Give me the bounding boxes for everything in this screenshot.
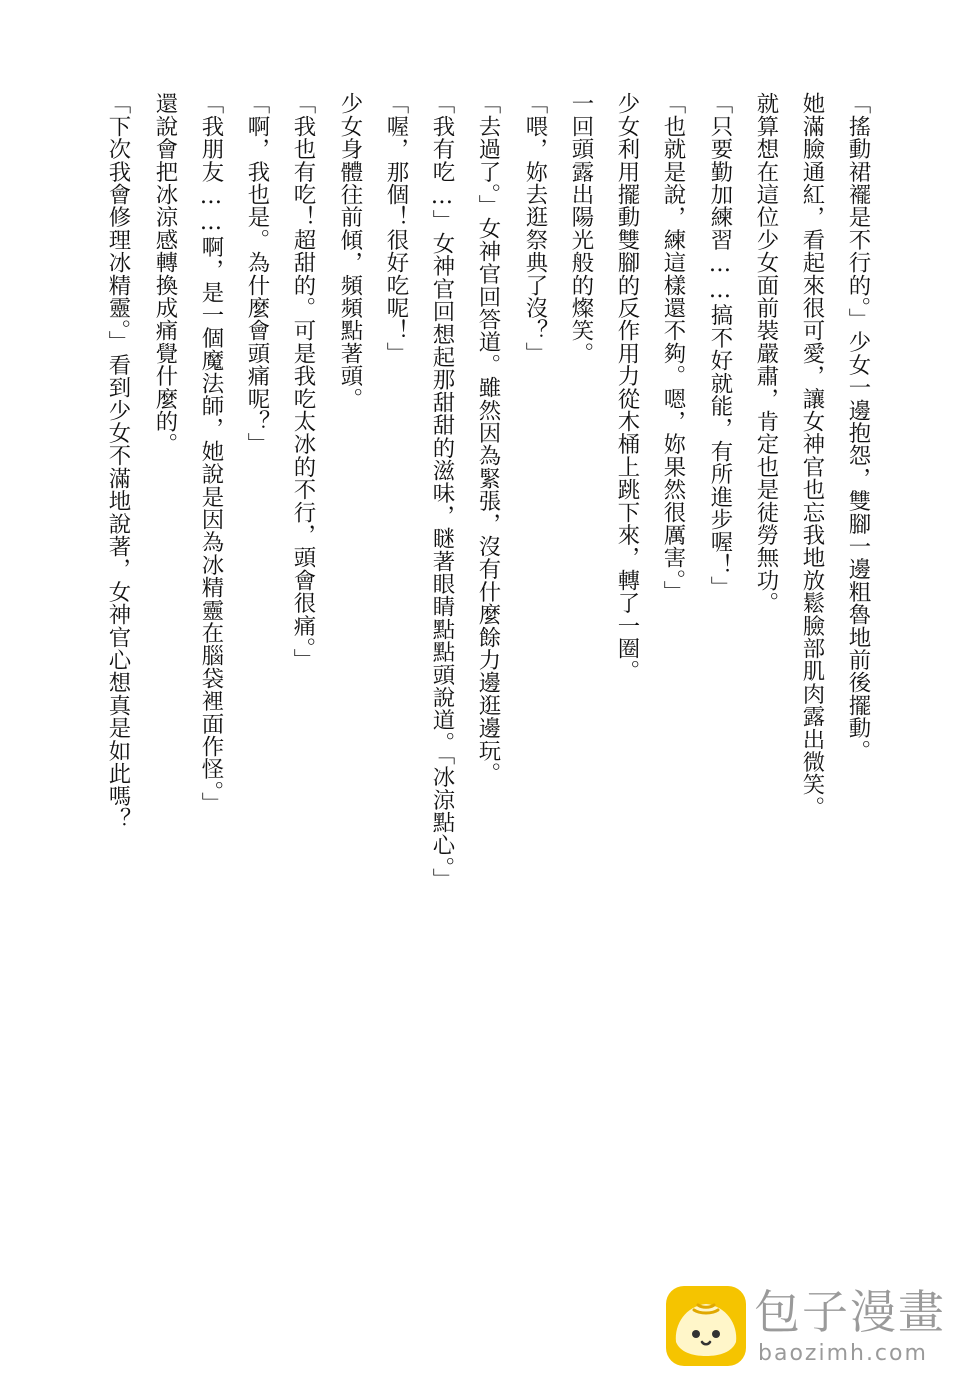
site-watermark (664, 1284, 964, 1370)
text-column-13: 「我也有吃！超甜的。可是我吃太冰的不行，頭會很痛。」 (290, 92, 316, 671)
text-column-9: 「去過了。」女神官回答道。雖然因為緊張，沒有什麼餘力邊逛邊玩。 (475, 92, 501, 785)
text-column-17: 「下次我會修理冰精靈。」看到少女不滿地說著，女神官心想真是如此嗎？ (105, 92, 131, 830)
text-column-12: 少女身體往前傾，頻頻點著頭。 (337, 92, 363, 410)
text-column-4: 「只要勤加練習……搞不好就能，有所進步喔！」 (707, 92, 733, 599)
text-column-11: 「喔，那個！很好吃呢！」 (383, 92, 409, 365)
bun-mascot-icon (664, 1284, 748, 1368)
watermark-domain: baozimh.com (758, 1341, 928, 1366)
text-column-8: 「喂，妳去逛祭典了沒？」 (522, 92, 548, 365)
text-column-14: 「啊，我也是。為什麼會頭痛呢？」 (244, 92, 270, 456)
text-column-3: 就算想在這位少女面前裝嚴肅，肯定也是徒勞無功。 (753, 92, 779, 615)
text-column-16: 還說會把冰涼感轉換成痛覺什麼的。 (152, 92, 178, 456)
text-column-10: 「我有吃…」女神官回想起那甜甜的滋味，瞇著眼睛點點頭說道。「冰涼點心。」 (429, 92, 455, 891)
text-column-1: 「搖動裙襬是不行的。」少女一邊抱怨，雙腳一邊粗魯地前後擺動。 (845, 92, 871, 762)
watermark-title: 包子漫畫 (754, 1285, 946, 1339)
text-column-15: 「我朋友……啊，是一個魔法師，她說是因為冰精靈在腦袋裡面作怪。」 (198, 92, 224, 815)
text-column-6: 少女利用擺動雙腳的反作用力從木桶上跳下來，轉了一圈。 (614, 92, 640, 683)
text-column-2: 她滿臉通紅，看起來很可愛，讓女神官也忘我地放鬆臉部肌肉露出微笑。 (799, 92, 825, 819)
text-column-5: 「也就是說，練這樣還不夠。嗯，妳果然很厲害。」 (660, 92, 686, 603)
text-column-7: 一回頭露出陽光般的燦笑。 (568, 92, 594, 365)
